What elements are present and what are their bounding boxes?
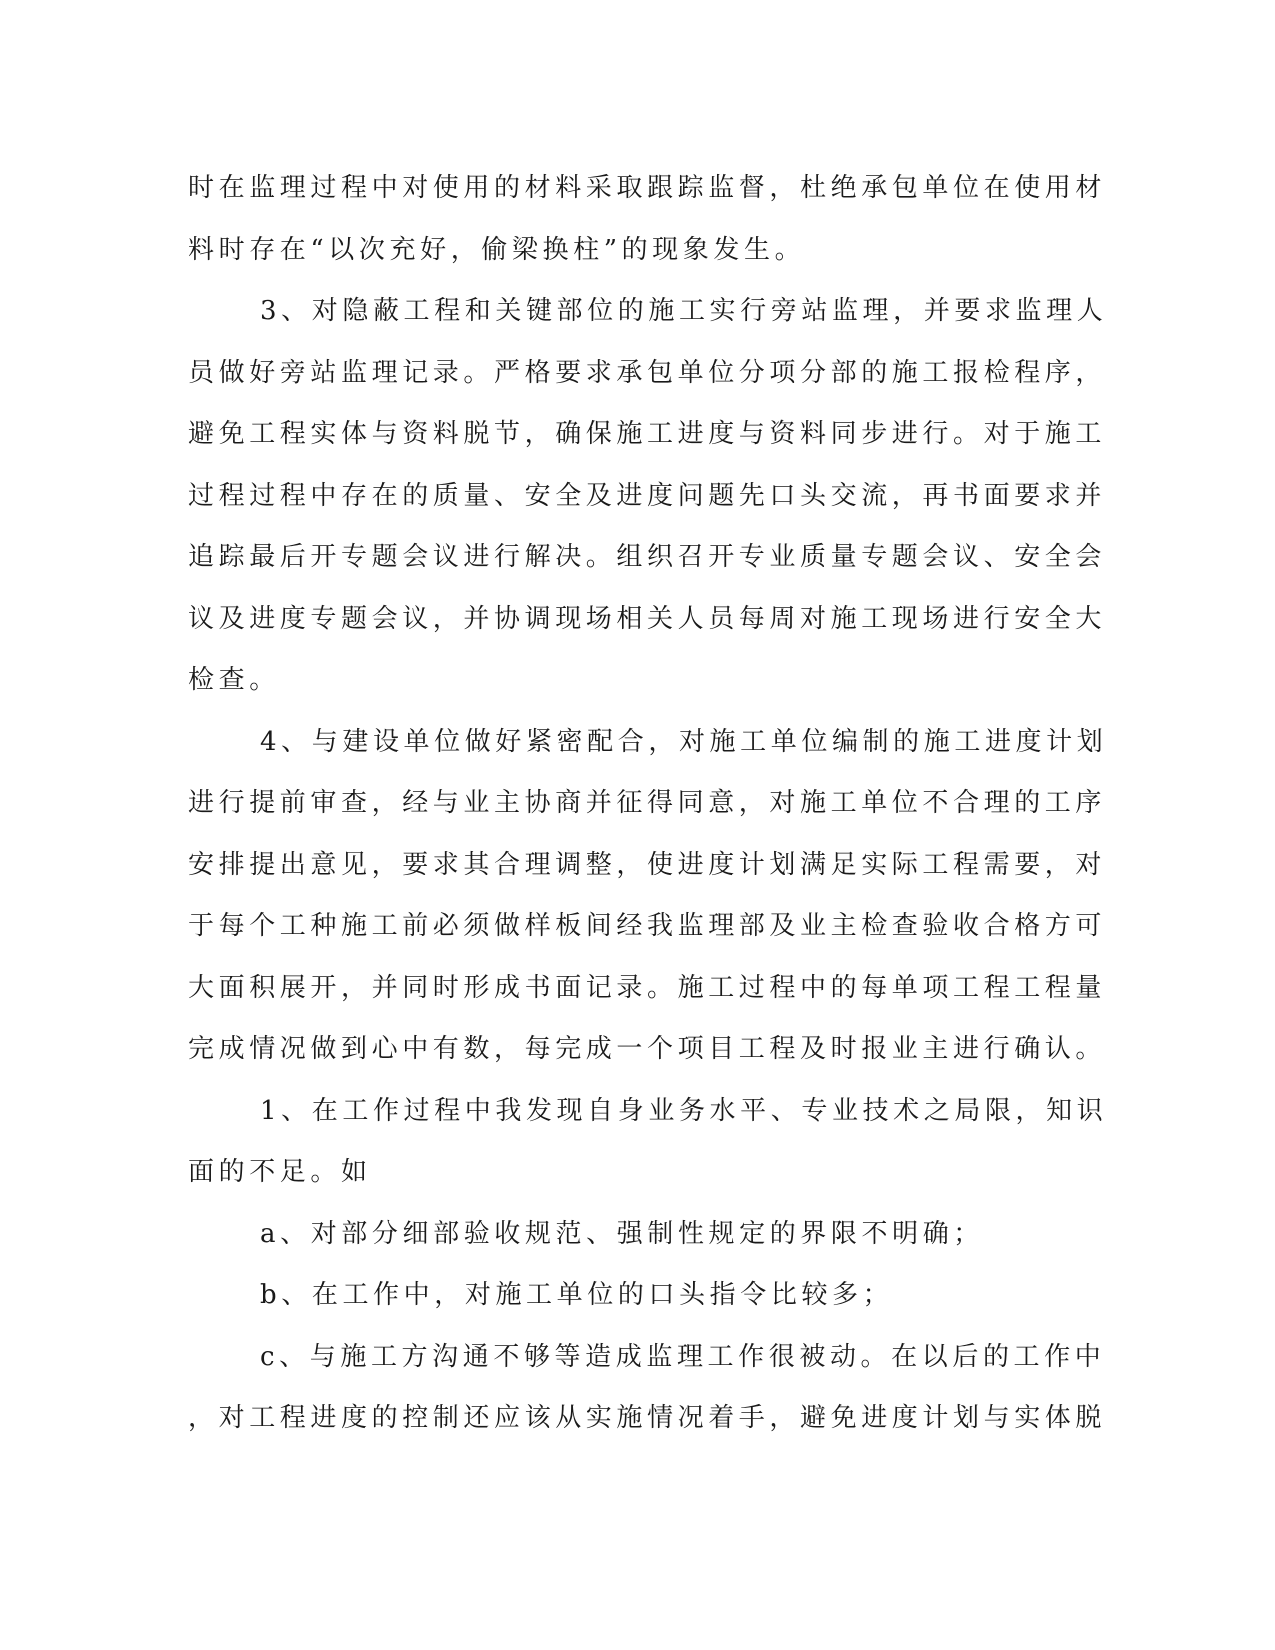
text-line-14: 大面积展开，并同时形成书面记录。施工过程中的每单项工程工程量 [188,972,1107,1003]
text-line-3: 3、对隐蔽工程和关键部位的施工实行旁站监理，并要求监理人 [260,296,1108,326]
text-line-7: 追踪最后开专题会议进行解决。组织召开专业质量专题会议、安全会 [188,542,1107,572]
text-line-20: c、与施工方沟通不够等造成监理工作很被动。在以后的工作中 [260,1341,1106,1372]
text-line-15: 完成情况做到心中有数，每完成一个项目工程及时报业主进行确认。 [188,1034,1107,1064]
text-line-11: 进行提前审查，经与业主协商并征得同意，对施工单位不合理的工序 [188,788,1107,818]
body-text [188,158,1108,1450]
text-line-2: 料时存在“以次充好，偷梁换柱”的现象发生。 [188,234,806,265]
text-line-8: 议及进度专题会议，并协调现场相关人员每周对施工现场进行安全大 [188,603,1107,634]
text-line-5: 避免工程实体与资料脱节，确保施工进度与资料同步进行。对于施工 [188,419,1107,449]
text-line-18: a、对部分细部验收规范、强制性规定的界限不明确； [260,1218,984,1249]
text-line-4: 员做好旁站监理记录。严格要求承包单位分项分部的施工报检程序， [188,357,1107,388]
text-line-9: 检查。 [188,665,280,695]
text-line-6: 过程过程中存在的质量、安全及进度问题先口头交流，再书面要求并 [188,480,1107,511]
text-line-1: 时在监理过程中对使用的材料采取跟踪监督，杜绝承包单位在使用材 [188,173,1107,203]
text-line-21: ，对工程进度的控制还应该从实施情况着手，避免进度计划与实体脱 [188,1403,1107,1433]
text-line-17: 面的不足。如 [188,1157,372,1187]
text-line-12: 安排提出意见，要求其合理调整，使进度计划满足实际工程需要，对 [188,849,1107,880]
text-line-13: 于每个工种施工前必须做样板间经我监理部及业主检查验收合格方可 [188,911,1107,941]
text-line-19: b、在工作中，对施工单位的口头指令比较多； [260,1280,894,1310]
text-line-10: 4、与建设单位做好紧密配合，对施工单位编制的施工进度计划 [260,726,1108,757]
text-line-16: 1、在工作过程中我发现自身业务水平、专业技术之局限，知识 [260,1095,1108,1126]
